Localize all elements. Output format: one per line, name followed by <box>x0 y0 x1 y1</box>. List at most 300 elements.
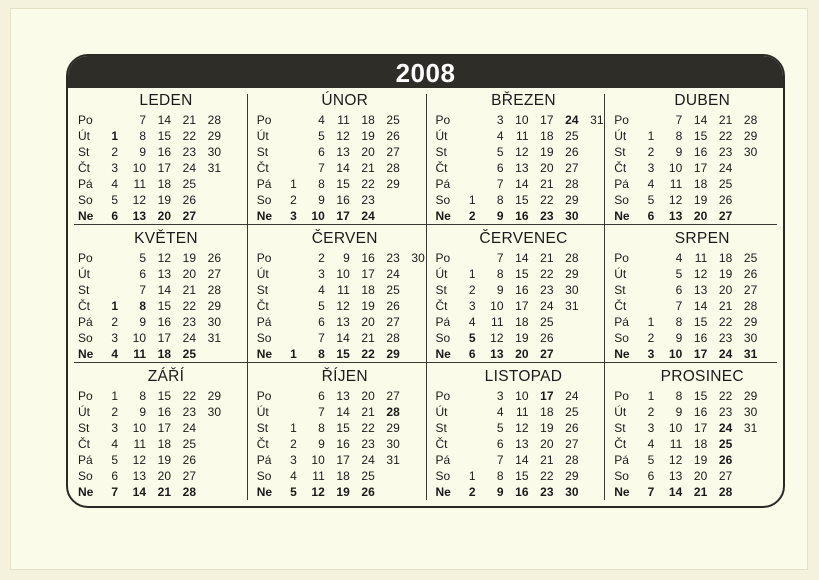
sunday-row <box>78 346 248 362</box>
weekday-row <box>78 388 248 404</box>
weekday-row <box>436 128 606 144</box>
day-label: St <box>78 421 90 435</box>
date-number: 17 <box>336 453 350 467</box>
month-block <box>426 230 604 361</box>
date-number: 1 <box>647 315 655 329</box>
date-number: 19 <box>336 485 350 499</box>
date-number: 17 <box>157 161 171 175</box>
month-block <box>68 368 246 499</box>
date-number: 29 <box>565 469 579 483</box>
date-number: 27 <box>540 347 554 361</box>
day-label: St <box>435 421 447 435</box>
date-number: 25 <box>718 177 733 191</box>
date-number: 5 <box>318 299 325 313</box>
day-label: Pá <box>614 453 629 467</box>
weekday-row <box>78 192 248 208</box>
date-number: 28 <box>207 113 221 127</box>
date-number: 3 <box>647 161 655 175</box>
date-number: 14 <box>336 405 350 419</box>
day-label: Pá <box>614 315 629 329</box>
day-label: Ne <box>256 347 273 361</box>
weekday-row <box>78 468 248 484</box>
date-number: 12 <box>515 421 529 435</box>
date-number: 22 <box>540 469 554 483</box>
date-number: 24 <box>361 453 375 467</box>
weekday-row <box>78 436 248 452</box>
weekday-row <box>257 388 427 404</box>
date-number: 7 <box>318 331 325 345</box>
weekday-row <box>614 420 784 436</box>
date-number: 5 <box>496 145 504 159</box>
date-number: 13 <box>336 389 350 403</box>
weekday-row <box>614 314 784 330</box>
weekday-row <box>78 314 248 330</box>
date-number: 8 <box>675 315 683 329</box>
weekday-row <box>614 436 784 452</box>
date-number: 14 <box>515 177 529 191</box>
date-number: 8 <box>496 469 504 483</box>
date-number: 14 <box>515 453 529 467</box>
date-number: 3 <box>111 331 118 345</box>
date-number: 16 <box>693 145 708 159</box>
day-label: Út <box>78 267 90 281</box>
date-number: 4 <box>290 469 297 483</box>
weekday-row <box>614 330 784 346</box>
date-number: 26 <box>565 145 579 159</box>
weekday-row <box>614 452 784 468</box>
day-label: Po <box>256 113 272 127</box>
weekday-row <box>78 420 248 436</box>
weekday-row <box>614 388 784 404</box>
date-number: 23 <box>540 283 554 297</box>
month-block <box>426 368 604 499</box>
date-number: 21 <box>361 331 375 345</box>
weekday-row <box>614 250 784 266</box>
date-number: 9 <box>675 331 683 345</box>
date-number: 6 <box>111 469 118 483</box>
date-number: 25 <box>743 251 758 265</box>
day-label: Pá <box>435 177 451 191</box>
date-number: 3 <box>111 421 118 435</box>
day-label: Po <box>256 251 272 265</box>
date-number: 31 <box>743 421 758 435</box>
date-number: 3 <box>496 113 504 127</box>
month-name: KVĚTEN <box>134 230 198 247</box>
day-label: St <box>256 283 269 297</box>
weekday-row <box>257 404 427 420</box>
date-number: 31 <box>743 347 758 361</box>
date-number: 29 <box>743 389 758 403</box>
weekday-row <box>614 160 784 176</box>
date-number: 21 <box>361 405 375 419</box>
weekday-row <box>614 176 784 192</box>
date-number: 21 <box>540 251 554 265</box>
date-number: 15 <box>693 129 708 143</box>
date-number: 11 <box>694 251 708 265</box>
date-number: 24 <box>182 331 196 345</box>
day-label: Út <box>614 267 627 281</box>
day-label: So <box>78 193 93 207</box>
date-number: 8 <box>496 267 504 281</box>
date-number: 13 <box>515 437 529 451</box>
date-number: 15 <box>336 421 350 435</box>
weekday-row <box>436 452 606 468</box>
day-label: Ne <box>435 347 451 361</box>
weekday-row <box>614 468 784 484</box>
date-number: 6 <box>111 209 118 223</box>
date-number: 9 <box>675 145 683 159</box>
month-name: BŘEZEN <box>491 92 556 109</box>
date-number: 25 <box>182 177 196 191</box>
date-number: 28 <box>718 485 733 499</box>
weekday-row <box>257 176 427 192</box>
date-number: 16 <box>336 193 350 207</box>
date-number: 30 <box>565 209 579 223</box>
date-number: 10 <box>490 299 504 313</box>
date-number: 15 <box>693 389 708 403</box>
weekday-row <box>436 250 606 266</box>
date-number: 26 <box>182 193 196 207</box>
date-number: 27 <box>386 315 400 329</box>
weekday-row <box>614 192 784 208</box>
weekday-row <box>436 436 606 452</box>
date-number: 13 <box>132 209 146 223</box>
day-label: Po <box>78 113 93 127</box>
date-number: 23 <box>540 485 554 499</box>
date-number: 13 <box>157 267 171 281</box>
date-number: 14 <box>693 299 708 313</box>
date-number: 10 <box>311 209 325 223</box>
weekday-row <box>257 144 427 160</box>
weekday-row <box>78 282 248 298</box>
date-number: 8 <box>318 177 325 191</box>
date-number: 27 <box>386 389 400 403</box>
weekday-row <box>78 298 248 314</box>
date-number: 27 <box>743 283 758 297</box>
date-number: 1 <box>468 193 476 207</box>
date-number: 25 <box>361 469 375 483</box>
date-number: 19 <box>361 299 375 313</box>
day-label: Út <box>78 129 90 143</box>
weekday-row <box>614 112 784 128</box>
date-number: 23 <box>718 405 733 419</box>
date-number: 17 <box>336 209 350 223</box>
day-label: Po <box>614 251 629 265</box>
date-number: 29 <box>386 347 400 361</box>
date-number: 7 <box>111 485 118 499</box>
day-label: So <box>614 469 629 483</box>
date-number: 11 <box>133 347 146 361</box>
date-number: 9 <box>675 405 683 419</box>
date-number: 24 <box>361 209 375 223</box>
day-label: Pá <box>256 315 272 329</box>
date-number: 9 <box>496 283 504 297</box>
day-label: So <box>78 469 93 483</box>
date-number: 29 <box>386 421 400 435</box>
date-number: 3 <box>647 347 655 361</box>
date-number: 16 <box>515 209 529 223</box>
date-number: 15 <box>515 193 529 207</box>
date-number: 2 <box>290 193 297 207</box>
date-number: 3 <box>318 267 325 281</box>
date-number: 18 <box>718 251 733 265</box>
date-number: 23 <box>361 437 375 451</box>
date-number: 24 <box>565 389 579 403</box>
date-number: 1 <box>111 129 118 143</box>
date-number: 18 <box>157 177 171 191</box>
date-number: 13 <box>336 145 350 159</box>
weekday-row <box>78 330 248 346</box>
sunday-row <box>257 346 427 362</box>
date-number: 28 <box>565 251 579 265</box>
date-number: 11 <box>133 437 146 451</box>
date-number: 1 <box>111 389 118 403</box>
date-number: 12 <box>336 299 350 313</box>
weekday-row <box>436 314 606 330</box>
date-number: 24 <box>565 113 579 127</box>
date-number: 12 <box>693 267 708 281</box>
date-number: 31 <box>386 453 400 467</box>
date-number: 10 <box>668 421 683 435</box>
date-number: 27 <box>718 209 733 223</box>
date-number: 26 <box>207 251 221 265</box>
date-number: 23 <box>386 251 400 265</box>
month-name: PROSINEC <box>660 368 744 385</box>
month-block <box>247 368 425 499</box>
day-label: Út <box>256 267 269 281</box>
date-number: 25 <box>182 437 196 451</box>
weekday-row <box>78 266 248 282</box>
date-number: 4 <box>111 347 118 361</box>
date-number: 26 <box>743 267 758 281</box>
day-label: Ne <box>614 485 630 499</box>
date-number: 28 <box>386 331 400 345</box>
date-number: 8 <box>318 347 325 361</box>
date-number: 2 <box>111 315 118 329</box>
date-number: 21 <box>540 177 554 191</box>
date-number: 22 <box>361 177 375 191</box>
weekday-row <box>436 176 606 192</box>
date-number: 25 <box>386 283 400 297</box>
date-number: 24 <box>386 267 400 281</box>
date-number: 6 <box>318 389 325 403</box>
date-number: 10 <box>132 421 146 435</box>
date-number: 12 <box>132 453 146 467</box>
date-number: 30 <box>207 405 221 419</box>
weekday-row <box>257 298 427 314</box>
day-label: So <box>256 331 272 345</box>
date-number: 1 <box>468 469 476 483</box>
date-number: 11 <box>491 315 504 329</box>
date-number: 13 <box>132 469 146 483</box>
date-number: 26 <box>718 193 733 207</box>
date-number: 10 <box>132 331 146 345</box>
date-number: 3 <box>468 299 476 313</box>
date-number: 5 <box>675 267 683 281</box>
weekday-row <box>614 298 784 314</box>
date-number: 17 <box>361 267 375 281</box>
date-number: 13 <box>668 209 683 223</box>
date-number: 7 <box>496 251 504 265</box>
date-number: 16 <box>157 315 171 329</box>
day-label: Ne <box>256 485 273 499</box>
date-number: 15 <box>693 315 708 329</box>
date-number: 7 <box>647 485 655 499</box>
weekday-row <box>436 266 606 282</box>
weekday-row <box>614 144 784 160</box>
day-label: Po <box>78 389 93 403</box>
date-number: 3 <box>290 209 297 223</box>
weekday-row <box>78 176 248 192</box>
date-number: 28 <box>743 113 758 127</box>
date-number: 19 <box>540 145 554 159</box>
date-number: 30 <box>743 331 758 345</box>
date-number: 27 <box>386 145 400 159</box>
day-label: Čt <box>256 299 269 313</box>
date-number: 23 <box>182 145 196 159</box>
day-label: So <box>435 469 451 483</box>
date-number: 5 <box>111 453 118 467</box>
date-number: 27 <box>718 469 733 483</box>
day-label: Čt <box>256 161 269 175</box>
date-number: 19 <box>540 421 554 435</box>
date-number: 27 <box>182 469 196 483</box>
date-number: 21 <box>718 299 733 313</box>
weekday-row <box>257 250 427 266</box>
date-number: 8 <box>139 129 146 143</box>
weekday-row <box>436 112 606 128</box>
date-number: 27 <box>565 161 579 175</box>
date-number: 15 <box>157 299 171 313</box>
day-label: Ne <box>614 209 630 223</box>
date-number: 25 <box>718 437 733 451</box>
date-number: 11 <box>337 283 350 297</box>
date-number: 14 <box>693 113 708 127</box>
date-number: 17 <box>540 389 554 403</box>
date-number: 28 <box>182 485 196 499</box>
day-label: Čt <box>614 161 627 175</box>
date-number: 28 <box>386 161 400 175</box>
date-number: 16 <box>515 283 529 297</box>
date-number: 24 <box>718 347 733 361</box>
day-label: Čt <box>614 437 627 451</box>
date-number: 24 <box>718 421 733 435</box>
date-number: 14 <box>132 485 146 499</box>
date-number: 6 <box>496 161 504 175</box>
date-number: 6 <box>139 267 146 281</box>
date-number: 10 <box>336 267 350 281</box>
date-number: 30 <box>743 145 758 159</box>
date-number: 20 <box>182 267 196 281</box>
date-number: 19 <box>693 193 708 207</box>
date-number: 22 <box>361 347 375 361</box>
date-number: 15 <box>157 129 171 143</box>
date-number: 22 <box>361 421 375 435</box>
date-number: 26 <box>718 453 733 467</box>
day-label: St <box>256 421 269 435</box>
day-label: Út <box>256 405 269 419</box>
date-number: 1 <box>647 389 655 403</box>
date-number: 3 <box>496 389 504 403</box>
date-number: 23 <box>182 405 196 419</box>
day-label: Po <box>435 251 451 265</box>
day-label: Čt <box>78 299 90 313</box>
day-label: Út <box>435 267 448 281</box>
date-number: 1 <box>111 299 118 313</box>
date-number: 1 <box>290 177 297 191</box>
date-number: 14 <box>515 251 529 265</box>
date-number: 29 <box>207 389 221 403</box>
date-number: 31 <box>207 331 221 345</box>
weekday-row <box>436 192 606 208</box>
date-number: 2 <box>468 283 476 297</box>
date-number: 9 <box>318 437 325 451</box>
month-name: ZÁŘÍ <box>147 368 185 385</box>
month-block <box>604 230 782 361</box>
date-number: 5 <box>496 421 504 435</box>
date-number: 21 <box>182 283 196 297</box>
date-number: 22 <box>540 193 554 207</box>
date-number: 18 <box>361 113 375 127</box>
date-number: 20 <box>157 469 171 483</box>
date-number: 18 <box>540 129 554 143</box>
date-number: 1 <box>468 267 476 281</box>
date-number: 21 <box>361 161 375 175</box>
weekday-row <box>78 112 248 128</box>
row-divider <box>74 224 777 225</box>
day-label: Pá <box>435 315 451 329</box>
day-label: Pá <box>256 453 272 467</box>
date-number: 31 <box>565 299 579 313</box>
calendar-card <box>10 8 808 570</box>
date-number: 16 <box>157 145 171 159</box>
date-number: 7 <box>675 299 683 313</box>
date-number: 7 <box>139 113 146 127</box>
date-number: 23 <box>718 145 733 159</box>
date-number: 15 <box>515 469 529 483</box>
sunday-row <box>436 346 606 362</box>
day-label: So <box>78 331 93 345</box>
date-number: 10 <box>668 347 683 361</box>
date-number: 22 <box>182 129 196 143</box>
weekday-row <box>436 298 606 314</box>
date-number: 17 <box>540 113 554 127</box>
date-number: 18 <box>693 177 708 191</box>
weekday-row <box>436 420 606 436</box>
date-number: 5 <box>468 331 476 345</box>
date-number: 4 <box>496 129 504 143</box>
day-label: Pá <box>256 177 272 191</box>
year-title: 2008 <box>395 58 456 88</box>
date-number: 31 <box>590 113 604 127</box>
month-name: ČERVENEC <box>479 230 568 247</box>
date-number: 4 <box>111 437 118 451</box>
date-number: 12 <box>132 193 146 207</box>
date-number: 12 <box>336 129 350 143</box>
weekday-row <box>614 404 784 420</box>
date-number: 22 <box>182 299 196 313</box>
date-number: 13 <box>693 283 708 297</box>
date-number: 1 <box>290 421 297 435</box>
weekday-row <box>257 160 427 176</box>
date-number: 15 <box>336 347 350 361</box>
day-label: St <box>435 283 447 297</box>
date-number: 5 <box>647 193 655 207</box>
sunday-row <box>257 208 427 224</box>
date-number: 8 <box>675 389 683 403</box>
sunday-row <box>257 484 427 500</box>
date-number: 24 <box>182 161 196 175</box>
